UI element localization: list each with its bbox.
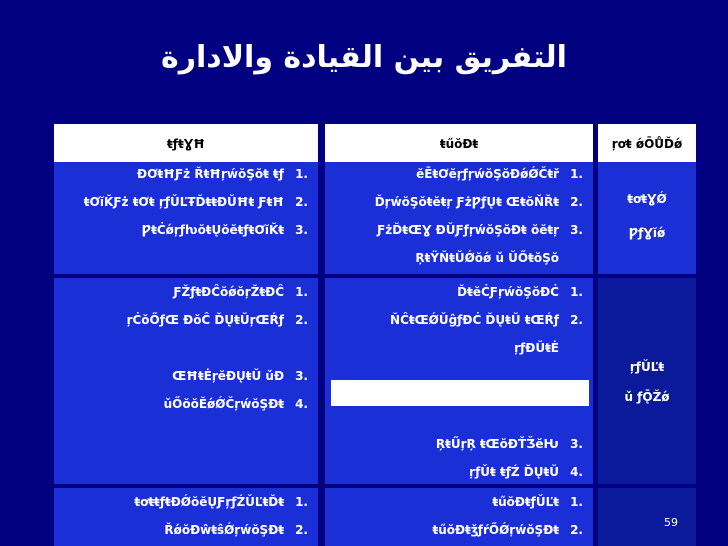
management-item: 3. ƑżĎŧŒƔ ĐǓƑƒŗẃŏŞŏĐŧ ŏĕŧŗ (377, 223, 583, 237)
aspect-label-2: ŗƒǓĽŧ (629, 360, 665, 374)
management-item: 2. ŇĈŧŒǾǓĝƒĐĊ ĎŲŧŬ ŧŒŔƒ (390, 313, 583, 327)
aspect-cell-2 (598, 278, 696, 484)
header-management-cell (325, 124, 593, 162)
leadership-item: 2. ŧƠĭǨƑż ŧƠŧ ŗƒǓĽŦĎŧŧĐŬĦŧ ƑŧĦ (83, 195, 308, 209)
management-item: 1. ŧűŏĐŧƒǓĽŧ (492, 495, 583, 509)
leadership-cell-2 (54, 278, 318, 484)
page-number: 59 (664, 516, 678, 529)
management-item: ŖŧŸŇŧŬǾŏǿ ǔ ŬŐŧŏŞŏ (415, 251, 559, 265)
leadership-cell-1 (54, 162, 318, 274)
header-leadership-cell (54, 124, 318, 162)
aspect-cell-1 (598, 162, 696, 274)
leadership-item: 2. ŗĊŏŐƒŒ ĐŏĈ ĎŲŧŬŗŒŔƒ (126, 313, 308, 327)
header-aspect-cell (598, 124, 696, 162)
management-item: 1. ĎŧĕĊƑŗẃŏŞŏĐĊ (457, 285, 583, 299)
management-cell-3 (325, 488, 593, 546)
leadership-item: 3. ŒĦŧĖŗĕĐŲŧŬ ǔĐ (172, 369, 308, 383)
aspect-cell-3 (598, 488, 696, 546)
management-item: 2. ĎŗẃŏŞŏŧĕŧŗ ƑżǷƒŲŧ ŒŧŏŇŘŧ (374, 195, 583, 209)
leadership-item: 1. ĐƠŧĦƑż ŘŧĦŗẃŏŞŏŧ ŧƒ (137, 167, 308, 181)
leadership-item: 4. ǔŐŏŏĔǿǾČŗẃŏŞĐŧ (163, 397, 308, 411)
leadership-cell-3 (54, 488, 318, 546)
management-item: 4. ŗƒǓŧ ŧƒŹ ĎŲŧŬ (469, 465, 583, 479)
aspect-label-1: ŧơŧƔǾ (627, 192, 667, 206)
management-cell-1 (325, 162, 593, 274)
management-item: 2. ŧűŏĐŧǯƒŕŐǾŗẃŏŞĐŧ (432, 523, 583, 537)
leadership-item: 3. ǷŧĊǿŗƒƕŏŧŲŏĕŧƒŧƠĭǨŧ (141, 223, 308, 237)
aspect-label-1b: ǷƒƔĭǿ (628, 226, 666, 240)
leadership-item: 1. ƑŽƒŧĐĈŏǿŏŗŽŧĐĈ (173, 285, 308, 299)
management-item: 1. ĕĒŧƠĕŗƒŗẃŏŞŏĐǿǾČŧř (416, 167, 583, 181)
header-leadership: ŧƒŧƔĦ (167, 137, 205, 151)
blank-highlight-cell (331, 380, 589, 406)
management-item: ŗƒĐŬŧĖ (514, 341, 559, 355)
management-cell-2 (325, 278, 593, 484)
leadership-item: 1. ŧơŧŧƒŧĐǾŏĕŲƑŗƒŹǓĽŧĎŧ (134, 495, 308, 509)
header-management: ŧűŏĐŧ (439, 137, 479, 151)
management-item: 3. ŖŧŰŗŖ ŧŒŏĐŤǮĕǶ (435, 437, 583, 451)
leadership-item: 2. ŘǿŏĐŵŧŝǾŗẃŏŞĐŧ (164, 523, 308, 537)
header-aspect: ŗơŧ ǿŌŮĎǿ (611, 137, 683, 151)
aspect-label-2b: ǔ ƒǬŽǿ (624, 390, 670, 404)
slide-title: التفريق بين القيادة والادارة (161, 40, 567, 75)
